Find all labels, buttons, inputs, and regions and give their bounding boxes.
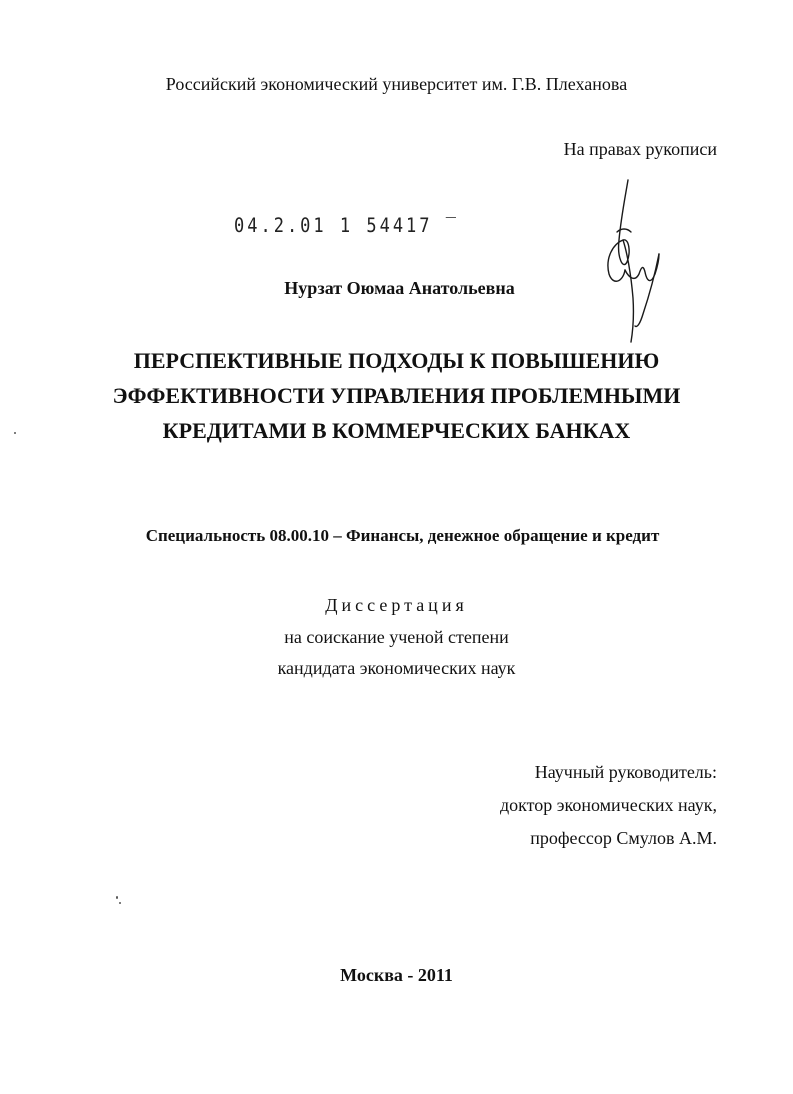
scan-speck (119, 902, 121, 904)
scan-speck (14, 432, 16, 434)
city-year: Москва - 2011 (340, 965, 453, 985)
scan-speck (116, 896, 118, 899)
author-name: Нурзат Оюмаа Анатольевна (284, 278, 515, 298)
rights-note: На правах рукописи (563, 139, 717, 159)
title-line-2: ЭФФЕКТИВНОСТИ УПРАВЛЕНИЯ ПРОБЛЕМНЫМИ (112, 383, 681, 408)
specialty: Специальность 08.00.10 – Финансы, денежное обращение и кредит (145, 526, 660, 545)
advisor-degree: доктор экономических наук, (500, 795, 717, 815)
dissertation-title (0, 343, 793, 448)
university-name: Российский экономический университет им. Г.В. Плеханова (165, 74, 628, 94)
degree-line-2: кандидата экономических наук (277, 658, 516, 678)
registration-number: 04.2.01 1 54417 ‾ (234, 214, 459, 238)
advisor-label: Научный руководитель: (534, 762, 717, 782)
work-type: Диссертация (325, 595, 468, 615)
degree-line-1: на соискание ученой степени (284, 627, 509, 647)
handwritten-signature (593, 178, 673, 346)
title-line-1: ПЕРСПЕКТИВНЫЕ ПОДХОДЫ К ПОВЫШЕНИЮ (133, 348, 660, 373)
title-line-3: КРЕДИТАМИ В КОММЕРЧЕСКИХ БАНКАХ (162, 418, 631, 443)
advisor-name: профессор Смулов А.М. (530, 828, 717, 848)
